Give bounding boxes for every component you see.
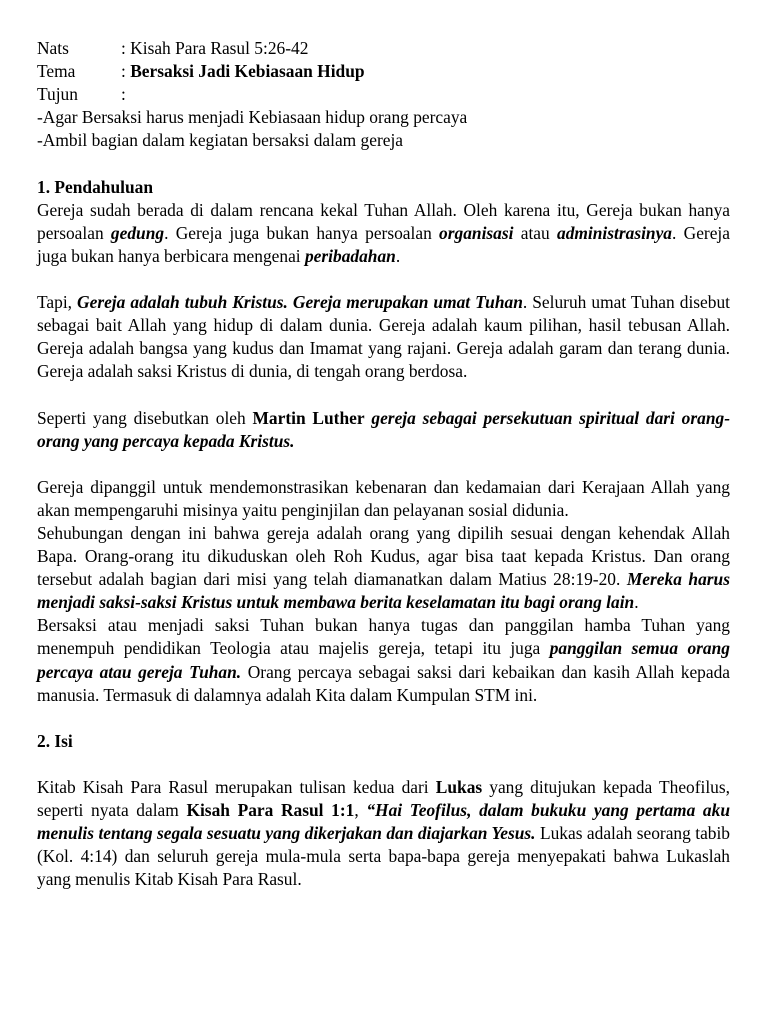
text-run: . Gereja juga bukan hanya berbicara mengenai [37,222,730,266]
tema-label: Tema [37,61,76,82]
tujuan-row [37,83,730,106]
emphasis-text: Martin Luther [252,407,365,428]
text-run: Tapi, [37,292,78,313]
text-run: Lukas adalah seorang tabib (Kol. 4:14) dan seluruh gereja mula-mula serta bapa-bapa gereja menyepakati bahwa Lukaslah yang menulis Kitab Kisah Para Rasul. [37,823,731,890]
nats-label: Nats [37,38,69,58]
emphasis-text: Mereka harus menjadi saksi-saksi Kristus untuk membawa berita keselamatan itu bagi orang lain [37,569,730,613]
text-run: . Seluruh umat Tuhan disebut sebagai bait Allah yang hidup di dalam dunia. Gereja adalah kaum pilihan, hasil tebusan Allah. Gereja adalah bangsa yang kudus dan Imamat yang rajani. Gereja adalah garam dan terang dunia. Gereja adalah saksi Kristus di dunia, di tengah orang berdosa. [37,292,730,382]
tema-value-wrap [121,60,365,83]
text-run: , [354,800,367,821]
text-run: . [634,592,639,613]
document-page [37,37,730,891]
emphasis-text: organisasi [439,222,514,243]
emphasis-text: gereja sebagai persekutuan spiritual dari orang-orang yang percaya kepada Kristus. [37,407,730,451]
tujuan-colon: : [121,84,126,105]
nats-value: : Kisah Para Rasul 5:26-42 [121,38,309,58]
spacer [37,268,730,291]
text-run: Sehubungan dengan ini bahwa gereja adalah orang yang dipilih sesuai dengan kehendak Allah Bapa. Orang-orang itu dikuduskan oleh Roh Kudus, agar bisa taat kepada Kristus. Dan orang tersebut adalah bagian dari misi yang telah diamanatkan dalam Matius 28:19-20. [37,522,730,590]
paragraph [37,476,730,522]
text-run: Orang percaya sebagai saksi dari kebaikan dan kasih Allah kepada manusia. Termasuk di dalamnya adalah Kita dalam Kumpulan STM ini. [37,661,730,705]
emphasis-text: peribadahan [304,245,396,266]
spacer [37,753,730,776]
text-run: . Gereja juga bukan hanya persoalan [164,222,440,243]
text-run: . [395,245,401,266]
spacer [37,383,730,406]
text-run: Seperti yang disebutkan oleh [37,407,253,428]
paragraph [37,291,730,383]
emphasis-text: Gereja adalah tubuh Kristus. Gereja merupakan umat Tuhan [77,292,523,313]
emphasis-text: gedung [110,222,165,243]
emphasis-text: Lukas [435,777,483,797]
text-run: yang ditujukan kepada Theofilus, seperti nyata dalam [37,777,730,821]
tema-value: Bersaksi Jadi Kebiasaan Hidup [130,61,365,82]
emphasis-text: panggilan semua orang percaya atau gereja Tuhan. [37,638,730,682]
emphasis-text: Kisah Para Rasul 1:1 [186,800,355,821]
section-heading-isi: 2. Isi [37,730,73,751]
spacer [37,152,730,175]
tema-row [37,60,730,83]
spacer [37,453,730,476]
text-run: atau [513,222,557,243]
tujuan-label: Tujun [37,84,78,105]
tujuan-item: -Ambil bagian dalam kegiatan bersaksi dalam gereja [37,130,404,151]
paragraph [37,522,730,614]
section-heading-pendahuluan: 1. Pendahuluan [37,176,153,197]
tema-colon: : [121,61,131,82]
emphasis-text: administrasinya [557,222,673,243]
nats-row [37,37,730,60]
spacer [37,707,730,730]
text-run: Gereja dipanggil untuk mendemonstrasikan kebenaran dan kedamaian dari Kerajaan Allah yang akan mempengaruhi misinya yaitu penginjilan dan pelayanan sosial didunia. [37,476,730,520]
text-run: Gereja sudah berada di dalam rencana kekal Tuhan Allah. Oleh karena itu, Gereja bukan hanya persoalan [37,199,730,243]
text-run: Bersaksi atau menjadi saksi Tuhan bukan hanya tugas dan panggilan hamba Tuhan yang menempuh pendidikan Teologia atau majelis gereja, tetapi itu juga [37,615,730,659]
tujuan-item: -Agar Bersaksi harus menjadi Kebiasaan hidup orang percaya [37,107,468,128]
paragraph [37,407,730,453]
emphasis-text: “Hai Teofilus, dalam bukuku yang pertama aku menulis tentang segala sesuatu yang dikerjakan dan diajarkan Yesus. [37,800,730,844]
paragraph [37,614,730,706]
text-run: Kitab Kisah Para Rasul merupakan tulisan kedua dari [37,777,436,797]
paragraph [37,776,730,891]
paragraph [37,199,730,268]
